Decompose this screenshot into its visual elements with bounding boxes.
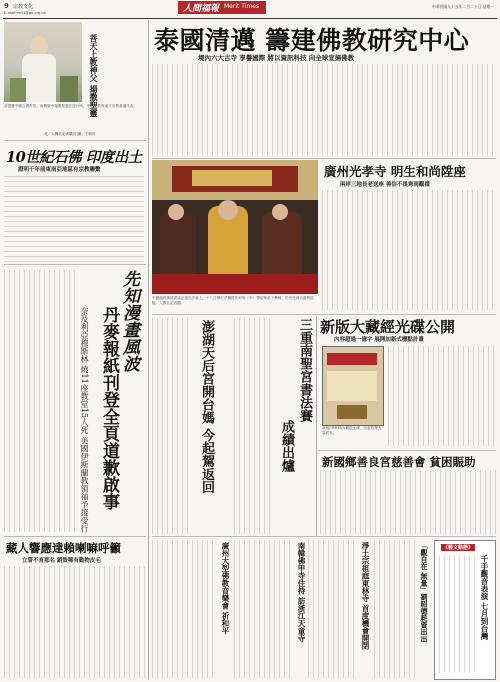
arts-box [434, 540, 496, 680]
sutra-body [388, 346, 496, 446]
divider [318, 450, 496, 451]
masthead-subtitle: Merit Times [224, 3, 260, 10]
issue-date: 中華民國九十五年二月二十日 星期一 [432, 4, 494, 9]
guangxiao-subhead: 兩岸三地長老送座 善信不畏寒雨觀禮 [340, 182, 430, 188]
tibet-headline: 藏人響應達賴喇嘛呼籲 [6, 541, 121, 555]
bottom-center-body-b [234, 540, 292, 678]
top-left-credit: 北／人間社記者攝於 圖／王朝川 [44, 132, 96, 136]
korea-temple-headline: 南韓佛甲寺住持 訪浙江天童寺 [297, 542, 306, 643]
ceremony-photo [152, 160, 318, 294]
main-body [152, 64, 496, 156]
penghu-body-right [234, 318, 270, 534]
top-left-photo-caption: 菩提寶中聯合禮拜堂，南傳聖寺揚撒聖靈在遊行時，中巴宗教與東方宗教會議代表。 [4, 104, 137, 108]
arts-box-title: 千手觀音表演 七月到台灣 [480, 555, 489, 641]
main-headline: 泰國清邁 籌建佛教研究中心 [154, 26, 470, 55]
main-subhead: 境內六大古寺 享譽國際 將以資訊科技 向全球宣揚佛教 [198, 54, 355, 62]
sutra-cd-image [322, 346, 384, 426]
top-left-vertical-caption: 菩天上教神父 揚撒聖靈 [89, 34, 99, 117]
buddha-subhead: 證明千年前東南亞地區有宗教聯繫 [18, 167, 101, 173]
cartoon-body-left [4, 270, 76, 532]
bottom-right-body [374, 540, 416, 678]
tibet-body [4, 566, 146, 678]
page-number: 9 [4, 2, 9, 10]
ceremony-photo-caption: 中國佛教佛經書協正復光法會上，十八日舉行法傳經先和尚（中）帶領眾弟子參與，於首受到大盛勢經驗。人間社記者攝 [152, 296, 314, 305]
divider [152, 314, 496, 315]
penghu-headline: 澎湖天后宮開台媽 今起駕返回 [199, 320, 214, 494]
calligraphy-headline-top: 三重南聖宮書法賽 [297, 318, 312, 422]
concert-headline: 廣州大型佛教音樂會 祈和平 [221, 542, 230, 635]
divider [4, 140, 146, 141]
guangxiao-body [322, 190, 496, 310]
divider [152, 536, 496, 537]
cartoon-subhead: 奈及利亞穆斯林 燒11座教堂15人死 美國伊斯蘭教領袖予接受行 [80, 307, 89, 533]
guangxiao-headline: 廣州光孝寺 明生和尚陞座 [324, 164, 466, 179]
masthead-title: 人間福報 [183, 4, 220, 14]
buddha-body [4, 176, 144, 262]
donglin-headline: 淨土宗祖庭東林寺 首度機會開閉 [361, 542, 370, 650]
tibet-subhead: 立誓不育那名 銷毀稀有動物皮毛 [22, 558, 101, 564]
top-left-photo [4, 22, 82, 102]
divider [4, 264, 146, 265]
xinguo-headline: 新國鄉善良宮慈善會 貧困賑助 [322, 455, 476, 469]
section-email[interactable]: E-mail:mrt3@ga.org.tw [4, 11, 46, 15]
masthead [178, 1, 266, 14]
header-rule [3, 18, 497, 19]
bottom-center-body-c [308, 540, 356, 678]
divider [4, 536, 146, 537]
cartoon-headline-top: 先知漫畫風波 [119, 270, 139, 372]
calligraphy-headline-bottom: 成績出爐 [279, 420, 294, 472]
xinguo-body [320, 470, 496, 534]
column-rule [148, 20, 149, 680]
sutra-subhead: 內容超過一億字 展開加新式標點計畫 [334, 337, 424, 343]
sutra-image-caption: 新版CBETA大藏經光碟，內容收錄大量經本。 [322, 426, 382, 435]
column-rule [316, 316, 317, 536]
sutra-headline: 新版大藏經光碟公開 [320, 318, 456, 336]
divider [152, 158, 496, 159]
cartoon-headline-bottom: 丹麥報紙刊登全頁道歉啟事 [99, 306, 119, 510]
arts-box-label: 《藝文動態》 [443, 545, 474, 551]
liu-headline: 「觀自在 無量」劉昭德耗資出出 [420, 542, 429, 643]
buddha-headline: 10世紀石佛 印度出土 [6, 149, 142, 166]
bottom-center-body-a [152, 540, 214, 678]
penghu-body [152, 318, 192, 534]
section-label: 宗教文化 [13, 4, 34, 10]
